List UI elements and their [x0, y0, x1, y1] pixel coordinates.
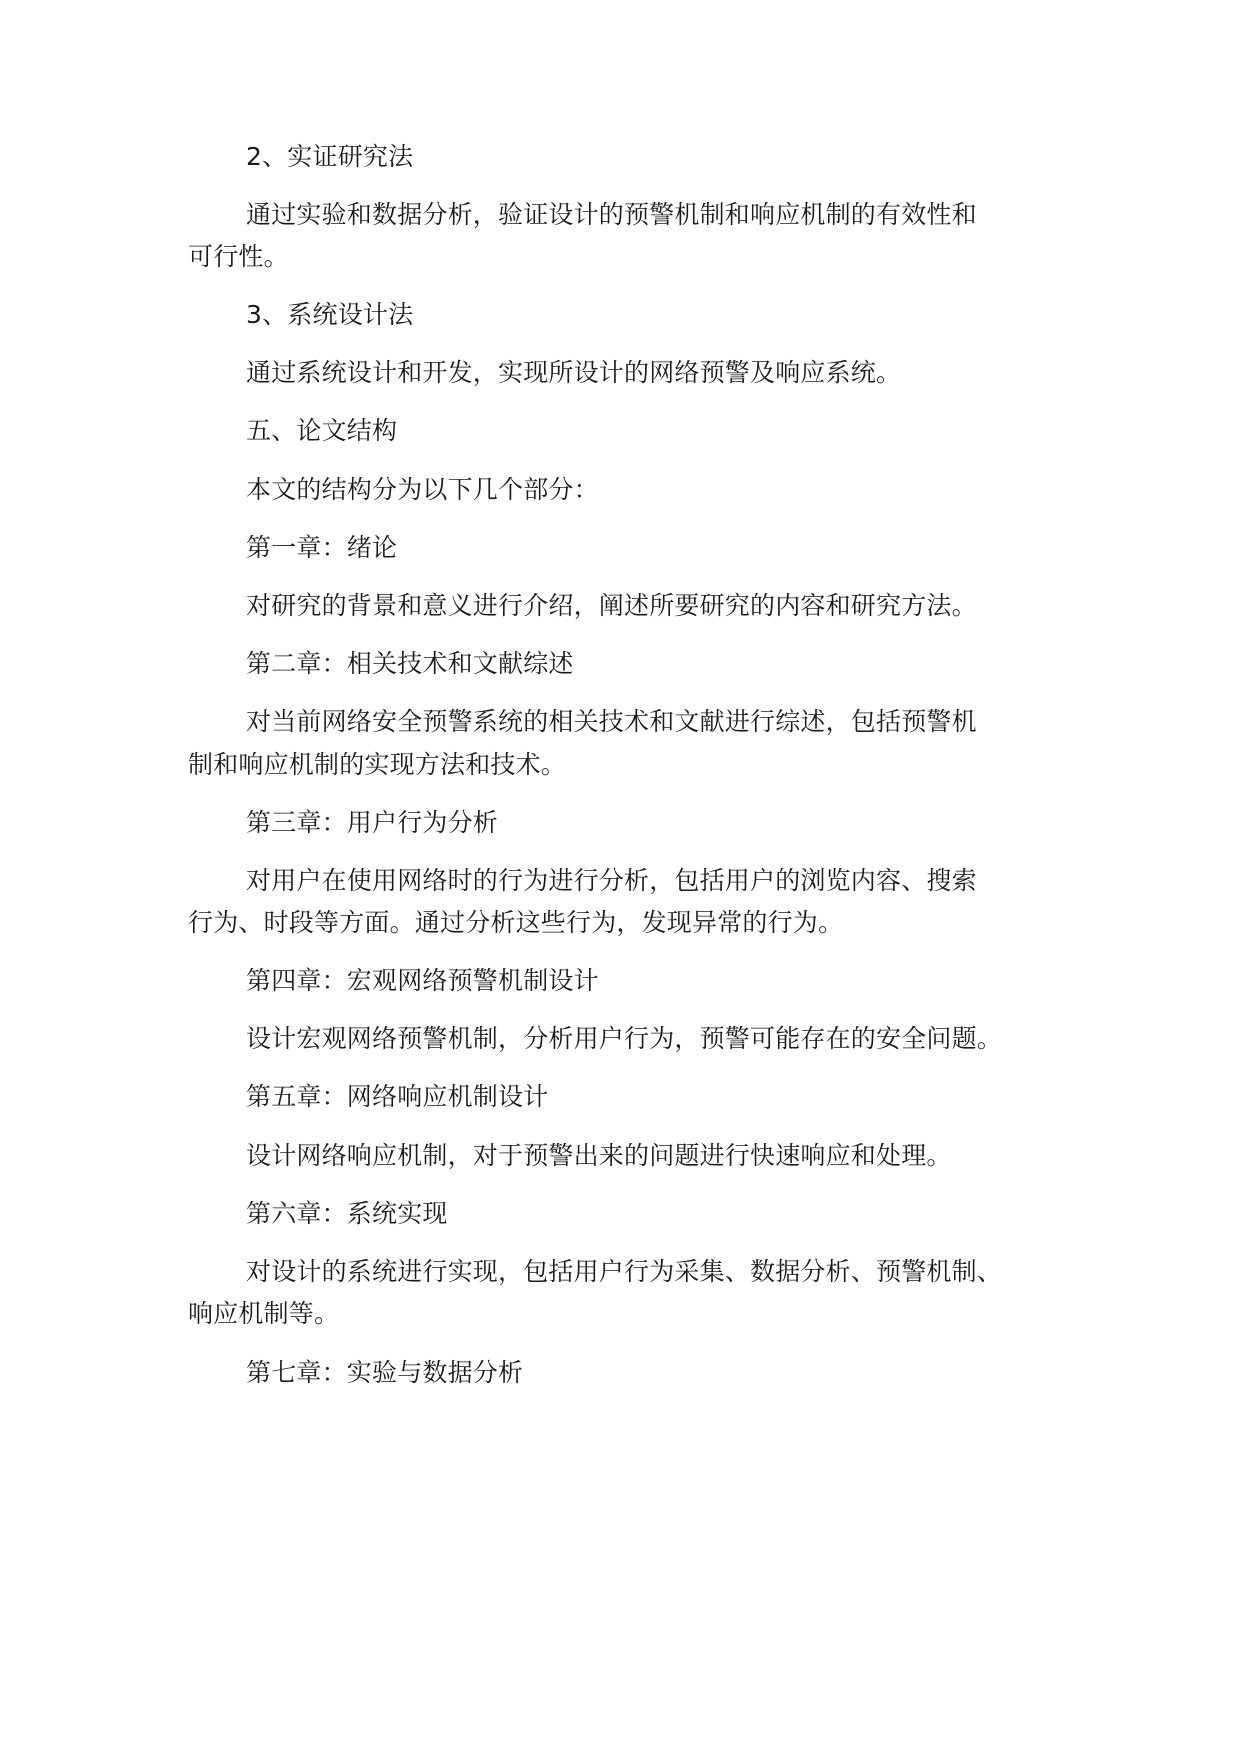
heading-chapter-6: 第六章：系统实现 [246, 1199, 448, 1228]
paragraph-empirical-line-2: 可行性。 [188, 242, 289, 271]
paragraph-chapter-3-line-1: 对用户在使用网络时的行为进行分析，包括用户的浏览内容、搜索 [246, 866, 977, 895]
heading-chapter-5: 第五章：网络响应机制设计 [246, 1082, 549, 1111]
heading-chapter-3: 第三章：用户行为分析 [246, 808, 499, 837]
paragraph-chapter-4: 设计宏观网络预警机制，分析用户行为，预警可能存在的安全问题。 [246, 1024, 1003, 1053]
heading-chapter-4: 第四章：宏观网络预警机制设计 [246, 966, 599, 995]
paragraph-structure-intro: 本文的结构分为以下几个部分： [246, 475, 599, 504]
heading-chapter-1: 第一章：绪论 [246, 533, 398, 562]
heading-chapter-2: 第二章：相关技术和文献综述 [246, 649, 574, 678]
heading-thesis-structure: 五、论文结构 [246, 416, 398, 445]
paragraph-chapter-6-line-1: 对设计的系统进行实现，包括用户行为采集、数据分析、预警机制、 [246, 1257, 1003, 1286]
paragraph-empirical-line-1: 通过实验和数据分析，验证设计的预警机制和响应机制的有效性和 [246, 200, 977, 229]
heading-system-design-method: 3、系统设计法 [246, 300, 414, 329]
paragraph-chapter-6-line-2: 响应机制等。 [188, 1299, 340, 1328]
paragraph-chapter-2-line-2: 制和响应机制的实现方法和技术。 [188, 750, 567, 779]
heading-chapter-7: 第七章：实验与数据分析 [246, 1358, 524, 1387]
heading-empirical-method: 2、实证研究法 [246, 142, 414, 171]
paragraph-chapter-5: 设计网络响应机制，对于预警出来的问题进行快速响应和处理。 [246, 1141, 952, 1170]
paragraph-system-design: 通过系统设计和开发，实现所设计的网络预警及响应系统。 [246, 358, 902, 387]
paragraph-chapter-1: 对研究的背景和意义进行介绍，阐述所要研究的内容和研究方法。 [246, 591, 977, 620]
paragraph-chapter-3-line-2: 行为、时段等方面。通过分析这些行为，发现异常的行为。 [188, 908, 844, 937]
paragraph-chapter-2-line-1: 对当前网络安全预警系统的相关技术和文献进行综述，包括预警机 [246, 707, 977, 736]
